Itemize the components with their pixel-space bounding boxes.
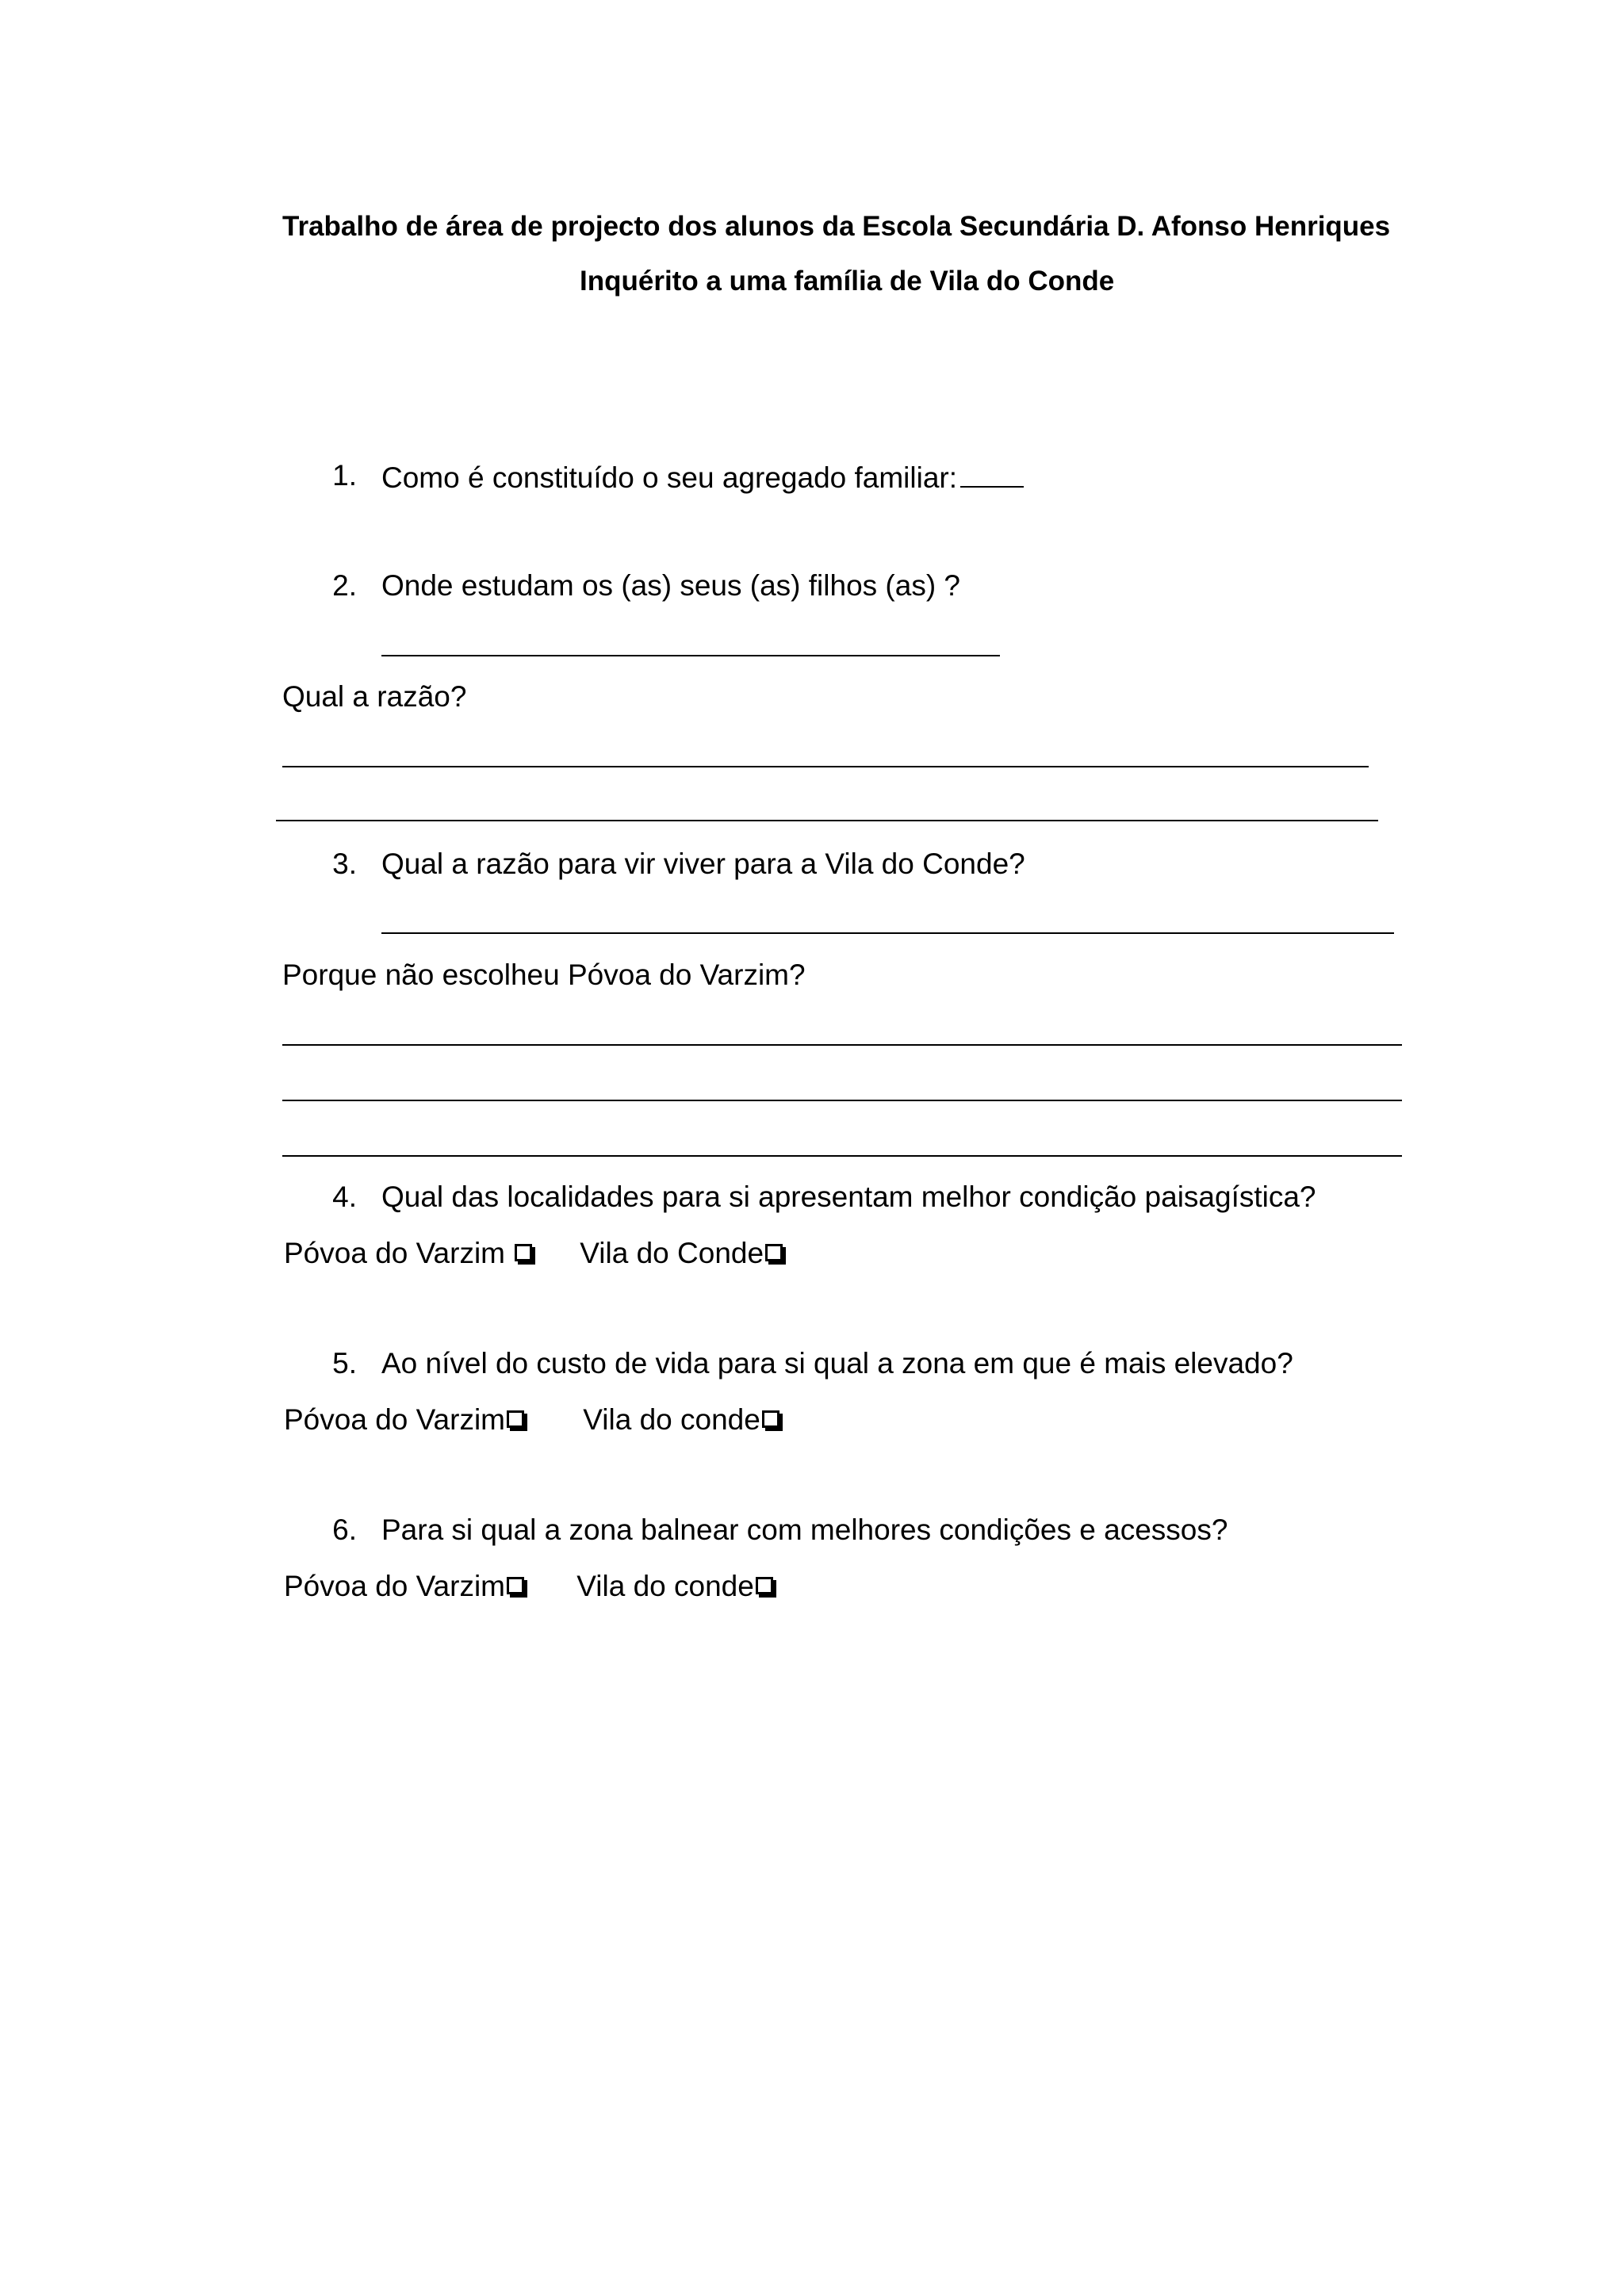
checkbox-icon[interactable] — [507, 1410, 524, 1428]
option-label: Vila do Conde — [580, 1237, 764, 1269]
question-3-text: Qual a razão para vir viver para a Vila do Conde? — [381, 848, 1025, 880]
option-label: Vila do conde — [583, 1403, 760, 1436]
option-vila-do-conde[interactable] — [583, 1402, 779, 1438]
answer-line-2a[interactable] — [381, 655, 1000, 656]
question-2-text: Onde estudam os (as) seus (as) filhos (as) ? — [381, 569, 961, 602]
option-povoa-do-varzim[interactable] — [284, 1402, 524, 1438]
document-title: Trabalho de área de projecto dos alunos da Escola Secundária D. Afonso Henriques — [282, 211, 1391, 242]
question-1-number: 1. — [332, 459, 357, 492]
answer-line-3a[interactable] — [381, 932, 1394, 934]
checkbox-icon[interactable] — [765, 1244, 783, 1261]
option-label: Póvoa do Varzim — [284, 1403, 505, 1436]
option-povoa-do-varzim[interactable] — [284, 1235, 532, 1272]
checkbox-icon[interactable] — [507, 1577, 524, 1594]
question-4-text: Qual das localidades para si apresentam melhor condição paisagística? — [381, 1181, 1316, 1213]
question-4-number: 4. — [332, 1181, 357, 1213]
question-5-text: Ao nível do custo de vida para si qual a zona em que é mais elevado? — [381, 1347, 1293, 1380]
option-label: Póvoa do Varzim — [284, 1570, 505, 1602]
question-4-options — [284, 1235, 783, 1272]
option-label: Póvoa do Varzim — [284, 1237, 505, 1269]
option-label: Vila do conde — [576, 1570, 754, 1602]
question-2-number: 2. — [332, 569, 357, 602]
answer-line-2c[interactable] — [276, 820, 1378, 821]
answer-line-3d[interactable] — [282, 1155, 1402, 1157]
question-1-text — [381, 457, 1024, 496]
question-2-followup: Qual a razão? — [282, 680, 467, 713]
question-1-label: Como é constituído o seu agregado familiar: — [381, 461, 958, 494]
question-5-number: 5. — [332, 1347, 357, 1380]
question-6-options — [284, 1568, 773, 1605]
answer-line-3b[interactable] — [282, 1044, 1402, 1046]
option-vila-do-conde[interactable] — [576, 1568, 773, 1605]
answer-line-2b[interactable] — [282, 766, 1369, 767]
option-povoa-do-varzim[interactable] — [284, 1568, 524, 1605]
checkbox-icon[interactable] — [762, 1410, 779, 1428]
question-5-options — [284, 1402, 779, 1438]
option-vila-do-conde[interactable] — [580, 1235, 783, 1272]
question-6-number: 6. — [332, 1513, 357, 1546]
checkbox-icon[interactable] — [515, 1244, 532, 1261]
answer-line-3c[interactable] — [282, 1100, 1402, 1101]
checkbox-icon[interactable] — [756, 1577, 773, 1594]
question-3-followup: Porque não escolheu Póvoa do Varzim? — [282, 959, 806, 991]
answer-blank-1[interactable] — [960, 457, 1024, 488]
question-6-text: Para si qual a zona balnear com melhores condições e acessos? — [381, 1513, 1228, 1546]
document-subtitle: Inquérito a uma família de Vila do Conde — [580, 266, 1115, 297]
question-3-number: 3. — [332, 848, 357, 880]
